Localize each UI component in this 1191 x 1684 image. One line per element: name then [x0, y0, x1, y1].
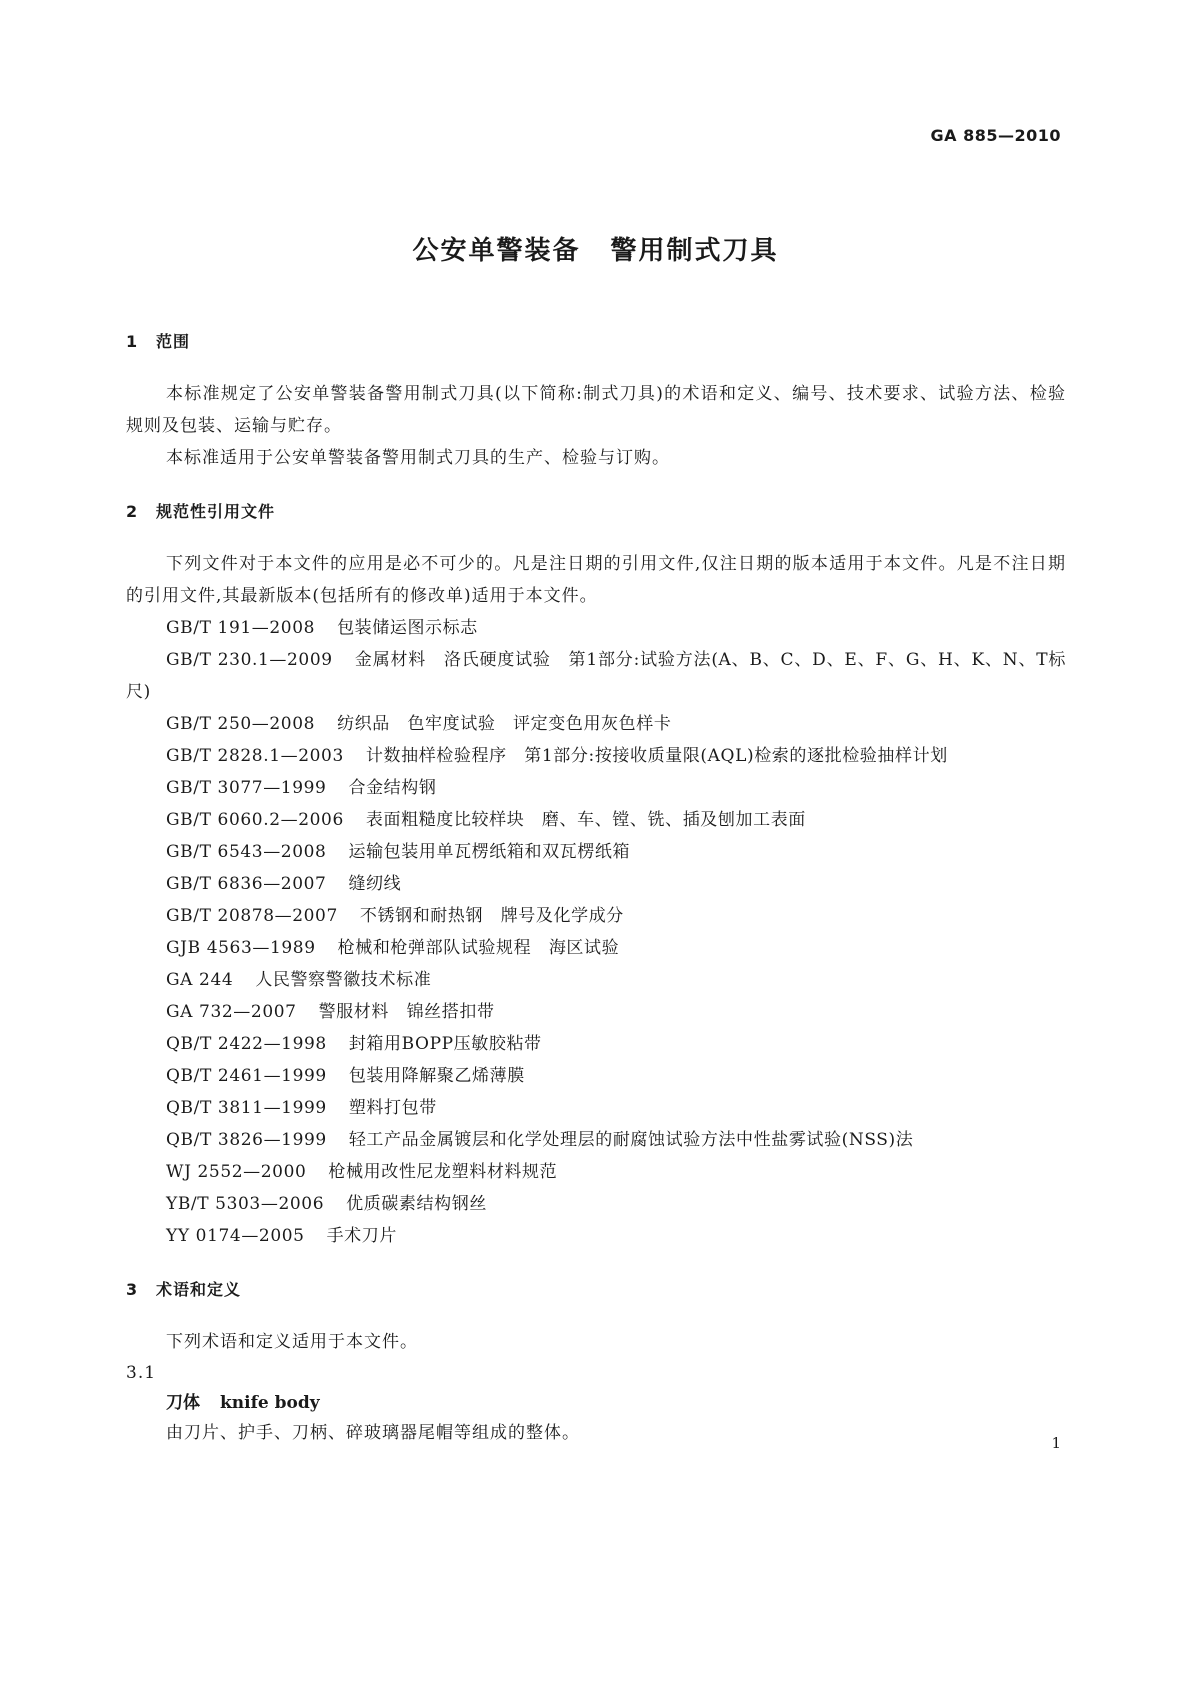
reference-title: 枪械和枪弹部队试验规程 海区试验: [337, 938, 620, 958]
reference-item: [126, 708, 1066, 740]
reference-code: GB/T 6060.2—2006: [166, 810, 344, 830]
reference-code: GB/T 2828.1—2003: [166, 746, 344, 766]
term-english: knife body: [220, 1393, 320, 1413]
section-number: 1: [126, 332, 139, 351]
reference-item: [126, 612, 1066, 644]
section-title: 范围: [156, 332, 191, 351]
reference-code: QB/T 3811—1999: [166, 1098, 327, 1118]
scope-paragraph-2: 本标准适用于公安单警装备警用制式刀具的生产、检验与订购。: [166, 448, 670, 468]
reference-title: 轻工产品金属镀层和化学处理层的耐腐蚀试验方法中性盐雾试验(NSS)法: [348, 1130, 914, 1150]
reference-item: [126, 1124, 1066, 1156]
reference-code: YY 0174—2005: [166, 1226, 305, 1246]
reference-code: GB/T 3077—1999: [166, 778, 327, 798]
reference-code: WJ 2552—2000: [166, 1162, 307, 1182]
reference-title: 塑料打包带: [348, 1098, 437, 1118]
reference-title: 表面粗糙度比较样块 磨、车、镗、铣、插及刨加工表面: [365, 810, 806, 830]
reference-item: [126, 932, 1066, 964]
reference-title: 警服材料 锦丝搭扣带: [318, 1002, 495, 1022]
reference-code: GB/T 191—2008: [166, 618, 316, 638]
reference-title: 包装用降解聚乙烯薄膜: [348, 1066, 525, 1086]
terms-intro: 下列术语和定义适用于本文件。: [166, 1332, 418, 1352]
reference-code: GB/T 20878—2007: [166, 906, 338, 926]
reference-code: GB/T 6836—2007: [166, 874, 327, 894]
reference-code: GB/T 230.1—2009: [166, 650, 333, 670]
reference-item: [126, 1220, 1066, 1252]
reference-item: [126, 644, 1066, 708]
reference-code: GA 244: [166, 970, 234, 990]
reference-item: [126, 740, 1066, 772]
reference-item: [126, 868, 1066, 900]
reference-code: QB/T 2461—1999: [166, 1066, 327, 1086]
scope-paragraph-1: 本标准规定了公安单警装备警用制式刀具(以下简称:制式刀具)的术语和定义、编号、技术要求、试验方法、检验规则及包装、运输与贮存。: [126, 384, 1066, 436]
reference-title: 人民警察警徽技术标准: [255, 970, 432, 990]
reference-code: YB/T 5303—2006: [166, 1194, 325, 1214]
reference-title: 金属材料 洛氏硬度试验 第1部分:试验方法(A、B、C、D、E、F、G、H、K、N、T标尺): [126, 650, 1066, 702]
reference-code: GA 732—2007: [166, 1002, 297, 1022]
reference-title: 计数抽样检验程序 第1部分:按接收质量限(AQL)检索的逐批检验抽样计划: [365, 746, 948, 766]
reference-item: [126, 1060, 1066, 1092]
section-heading-normative-references: [126, 500, 1066, 524]
reference-title: 枪械用改性尼龙塑料材料规范: [328, 1162, 558, 1182]
reference-title: 纺织品 色牢度试验 评定变色用灰色样卡: [337, 714, 672, 734]
reference-title: 包装储运图示标志: [337, 618, 478, 638]
reference-title: 不锈钢和耐热钢 牌号及化学成分: [359, 906, 624, 926]
term-chinese: 刀体: [166, 1393, 200, 1413]
reference-code: QB/T 2422—1998: [166, 1034, 327, 1054]
reference-code: GJB 4563—1989: [166, 938, 316, 958]
clause-number: 3.1: [126, 1363, 157, 1383]
page-number: 1: [1051, 1434, 1061, 1452]
reference-item: [126, 900, 1066, 932]
reference-title: 手术刀片: [326, 1226, 397, 1246]
reference-title: 合金结构钢: [348, 778, 437, 798]
section-number: 2: [126, 502, 139, 521]
reference-code: QB/T 3826—1999: [166, 1130, 327, 1150]
reference-title: 封箱用BOPP压敏胶粘带: [348, 1034, 542, 1054]
reference-item: [126, 1028, 1066, 1060]
reference-title: 优质碳素结构钢丝: [346, 1194, 487, 1214]
title-part-2: 警用制式刀具: [610, 236, 779, 266]
term-heading: [126, 1388, 1066, 1418]
reference-code: GB/T 6543—2008: [166, 842, 327, 862]
reference-item: [126, 1092, 1066, 1124]
reference-title: 缝纫线: [348, 874, 402, 894]
reference-code: GB/T 250—2008: [166, 714, 316, 734]
section-number: 3: [126, 1280, 139, 1299]
reference-item: [126, 1156, 1066, 1188]
section-title: 规范性引用文件: [156, 502, 276, 521]
document-body: [126, 330, 1066, 1448]
reference-item: [126, 996, 1066, 1028]
standard-code: GA 885—2010: [930, 126, 1061, 145]
reference-item: [126, 836, 1066, 868]
references-intro: 下列文件对于本文件的应用是必不可少的。凡是注日期的引用文件,仅注日期的版本适用于本文件。凡是不注日期的引用文件,其最新版本(包括所有的修改单)适用于本文件。: [126, 554, 1066, 606]
document-title: [0, 230, 1191, 267]
title-part-1: 公安单警装备: [412, 236, 581, 266]
reference-item: [126, 772, 1066, 804]
reference-item: [126, 1188, 1066, 1220]
section-heading-terms: [126, 1278, 1066, 1302]
section-heading-scope: [126, 330, 1066, 354]
reference-title: 运输包装用单瓦楞纸箱和双瓦楞纸箱: [348, 842, 631, 862]
term-definition: 由刀片、护手、刀柄、碎玻璃器尾帽等组成的整体。: [166, 1423, 580, 1443]
section-title: 术语和定义: [156, 1280, 242, 1299]
reference-item: [126, 964, 1066, 996]
reference-item: [126, 804, 1066, 836]
